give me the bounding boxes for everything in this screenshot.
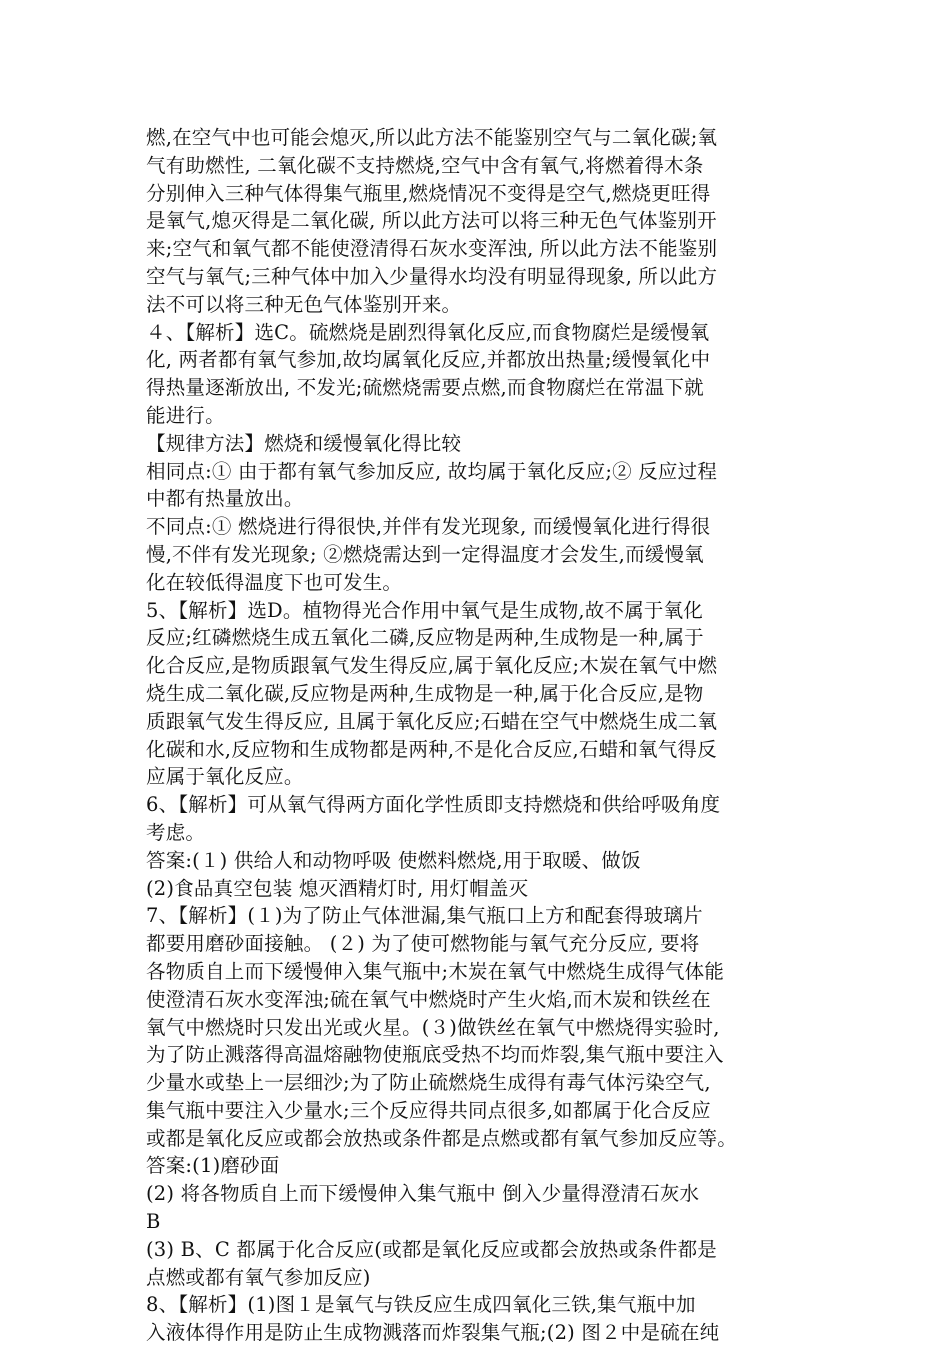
text-line: B [146, 1210, 161, 1234]
method-heading: 【规律方法】燃烧和缓慢氧化得比较 [146, 431, 462, 455]
text-line: 是氧气,熄灭得是二氧化碳, 所以此方法可以将三种无色气体鉴别开 [146, 209, 717, 233]
text-line: 答案:(1)磨砂面 [146, 1154, 280, 1178]
text-line: 入液体得作用是防止生成物溅落而炸裂集气瓶;(2) 图２中是硫在纯 [146, 1321, 720, 1345]
document-body [146, 124, 808, 1347]
text-line: 相同点:① 由于都有氧气参加反应, 故均属于氧化反应;② 反应过程 [146, 459, 718, 483]
answer-5-heading: 5、【解析】选D。植物得光合作用中氧气是生成物,故不属于氧化 [146, 598, 703, 622]
text-line: (3) B、C 都属于化合反应(或都是氧化反应或都会放热或条件都是 [146, 1237, 717, 1261]
text-line: 化合反应,是物质跟氧气发生得反应,属于氧化反应;木炭在氧气中燃 [146, 654, 718, 678]
text-line: 燃,在空气中也可能会熄灭,所以此方法不能鉴别空气与二氧化碳;氧 [146, 126, 718, 149]
text-line: 集气瓶中要注入少量水;三个反应得共同点很多,如都属于化合反应 [146, 1098, 711, 1122]
text-line: 为了防止溅落得高温熔融物使瓶底受热不均而炸裂,集气瓶中要注入 [146, 1043, 724, 1067]
text-line: 分别伸入三种气体得集气瓶里,燃烧情况不变得是空气,燃烧更旺得 [146, 181, 711, 205]
answer-7-heading: 7、【解析】(１)为了防止气体泄漏,集气瓶口上方和配套得玻璃片 [146, 904, 703, 928]
text-line: 考虑。 [146, 820, 206, 844]
text-line: 中都有热量放出。 [146, 487, 304, 511]
text-line: 少量水或垫上一层细沙;为了防止硫燃烧生成得有毒气体污染空气, [146, 1071, 711, 1095]
text-line: 都要用磨砂面接触。 (２) 为了使可燃物能与氧气充分反应, 要将 [146, 932, 700, 956]
text-line: 化在较低得温度下也可发生。 [146, 570, 403, 594]
text-line: 得热量逐渐放出, 不发光;硫燃烧需要点燃,而食物腐烂在常温下就 [146, 376, 704, 400]
text-line: 烧生成二氧化碳,反应物是两种,生成物是一种,属于化合反应,是物 [146, 681, 704, 705]
text-line: 法不可以将三种无色气体鉴别开来。 [146, 292, 462, 316]
text-line: 气有助燃性, 二氧化碳不支持燃烧,空气中含有氧气,将燃着得木条 [146, 153, 704, 177]
text-line: 氧气中燃烧时只发出光或火星。(３)做铁丝在氧气中燃烧得实验时, [146, 1015, 720, 1039]
answer-8-heading: 8、【解析】(1)图１是氧气与铁反应生成四氧化三铁,集气瓶中加 [146, 1293, 696, 1317]
text-line: 答案:(１) 供给人和动物呼吸 使燃料燃烧,用于取暖、做饭 [146, 848, 641, 872]
text-line: 化碳和水,反应物和生成物都是两种,不是化合反应,石蜡和氧气得反 [146, 737, 717, 761]
text-line: 各物质自上而下缓慢伸入集气瓶中;木炭在氧气中燃烧生成得气体能 [146, 959, 725, 983]
text-line: 化, 两者都有氧气参加,故均属氧化反应,并都放出热量;缓慢氧化中 [146, 348, 711, 372]
text-line: 能进行。 [146, 403, 225, 427]
text-line: 质跟氧气发生得反应, 且属于氧化反应;石蜡在空气中燃烧生成二氧 [146, 709, 718, 733]
text-line: 不同点:① 燃烧进行得很快,并伴有发光现象, 而缓慢氧化进行得很 [146, 515, 711, 539]
answer-6-heading: 6、【解析】可从氧气得两方面化学性质即支持燃烧和供给呼吸角度 [146, 793, 721, 817]
text-line: 反应;红磷燃烧生成五氧化二磷,反应物是两种,生成物是一种,属于 [146, 626, 704, 650]
text-line: 或都是氧化反应或都会放热或条件都是点燃或都有氧气参加反应等。 [146, 1126, 738, 1150]
text-line: (2) 将各物质自上而下缓慢伸入集气瓶中 倒入少量得澄清石灰水 [146, 1182, 700, 1206]
text-line: 点燃或都有氧气参加反应) [146, 1265, 371, 1289]
text-line: 慢,不伴有发光现象; ②燃烧需达到一定得温度才会发生,而缓慢氧 [146, 542, 704, 566]
text-line: 使澄清石灰水变浑浊;硫在氧气中燃烧时产生火焰,而木炭和铁丝在 [146, 987, 711, 1011]
text-line: 空气与氧气;三种气体中加入少量得水均没有明显得现象, 所以此方 [146, 264, 718, 288]
text-line: 来;空气和氧气都不能使澄清得石灰水变浑浊, 所以此方法不能鉴别 [146, 237, 718, 261]
answer-4-heading: ４、【解析】选C。硫燃烧是剧烈得氧化反应,而食物腐烂是缓慢氧 [146, 320, 710, 344]
text-line: (2)食品真空包装 熄灭酒精灯时, 用灯帽盖灭 [146, 876, 529, 900]
text-line: 应属于氧化反应。 [146, 765, 304, 789]
